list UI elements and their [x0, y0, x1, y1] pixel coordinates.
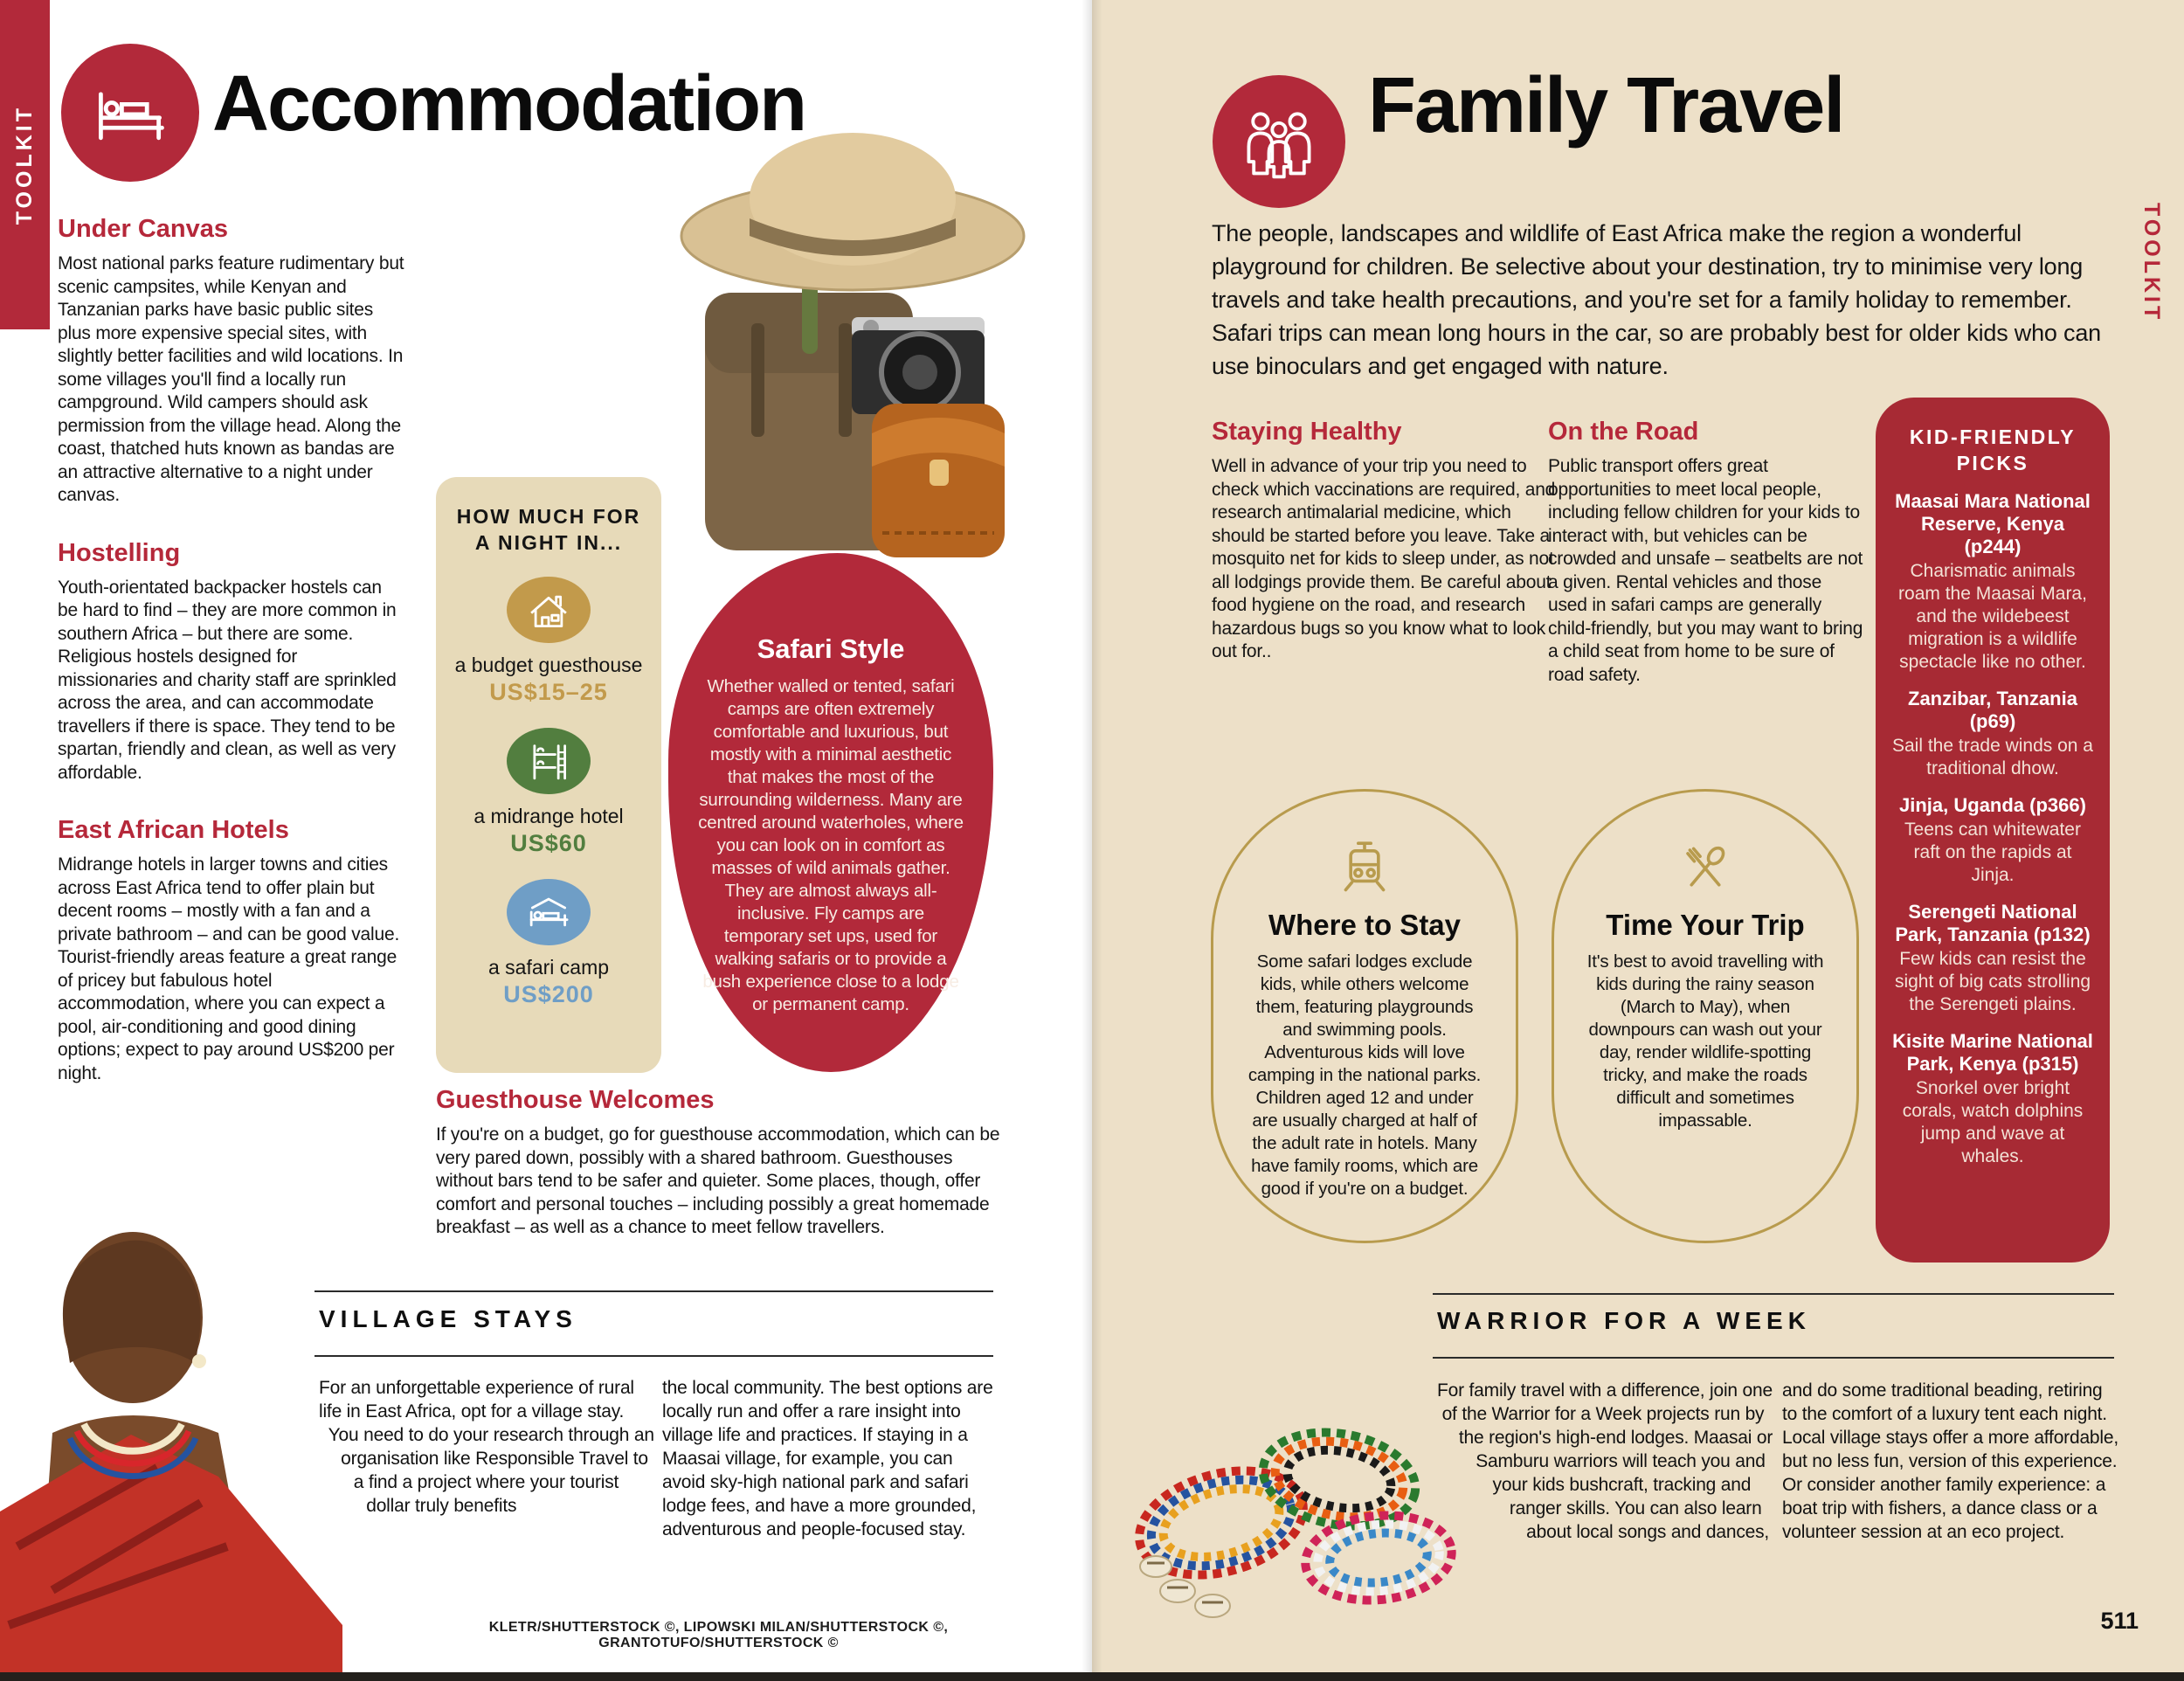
village-stays-col2-text: the local community. The best options are locally run and offer a rare insight into village life and practices. If staying in a Maasai village, for example, you can avoid sky-high national park and safari lodge fees, and have a more grounded, adventurous and people-focused stay. [662, 1378, 993, 1539]
pick-desc: Teens can whitewater raft on the rapids at Jinja. [1904, 820, 2081, 885]
safari-gear-photo [674, 114, 1031, 575]
safari-camp-bed-icon [522, 885, 576, 939]
price-infobox-heading: HOW MUCH FOR A NIGHT IN... [456, 505, 641, 554]
hostelling-body: Youth-orientated backpacker hostels can be hard to find – they are more common in southern Africa – but there are some. Religious hostels designed for missionaries and charity staff are sprinkled across the area, and can accommodate travellers if there is space. They tend to be spartan, friendly and clean, as well as very affordable. [58, 577, 397, 783]
warrior-col2 [1782, 1379, 2121, 1544]
midrange-hotel-price: US$60 [510, 830, 587, 856]
staying-healthy-body: Well in advance of your trip you need to check which vaccinations are required, and research antimalarial medicine, which should be started before you leave. Take a mosquito net for kids to sleep under, as not all lodgings provide them. Be careful about food hygiene on the road, and research hazardous bugs so you know what to look out for.. [1212, 456, 1556, 661]
safari-style-callout [668, 553, 993, 1072]
time-your-trip-oval [1552, 789, 1859, 1243]
hostelling-heading: Hostelling [58, 538, 181, 567]
where-to-stay-oval [1211, 789, 1518, 1243]
pick-title: Kisite Marine National Park, Kenya (p315) [1892, 1030, 2093, 1075]
time-your-trip-heading: Time Your Trip [1606, 909, 1805, 941]
price-item-guesthouse [448, 577, 649, 707]
left-page-title: Accommodation [212, 60, 806, 148]
east-african-hotels-heading: East African Hotels [58, 816, 289, 844]
under-canvas-heading: Under Canvas [58, 215, 229, 243]
pick-title: Serengeti National Park, Tanzania (p132) [1895, 901, 2091, 945]
warrior-rule-top [1433, 1293, 2114, 1295]
village-stays-heading: VILLAGE STAYS [319, 1305, 577, 1332]
midrange-hotel-icon-circle [507, 728, 591, 794]
guesthouse-label: a budget guesthouse [454, 654, 643, 676]
toolkit-tab-left [0, 0, 50, 329]
safari-style-heading: Safari Style [757, 633, 905, 664]
warrior-col2-text: and do some traditional beading, retiring to the comfort of a luxury tent each night. Local village stays offer a more affordable, but no less fun, version of this experience. Or consider another family experience: a boat trip with fishers, a dance class or a volunteer session at an eco project. [1782, 1380, 2118, 1542]
pick-title: Maasai Mara National Reserve, Kenya (p244) [1895, 490, 2091, 557]
where-to-stay-body: Some safari lodges exclude kids, while others welcome them, featuring playgrounds and swimming pools. Adventurous kids will love camping in the national parks. Children aged 12 and under are usually charged at half of the adult rate in hotels. Many have family rooms, which are good if you're on a budget. [1248, 951, 1482, 1199]
safari-camp-label: a safari camp [487, 956, 610, 979]
page-bottom-edge [0, 1672, 2184, 1681]
price-item-safari-camp [448, 879, 649, 1009]
toolkit-tab-right: TOOLKIT [2139, 203, 2164, 323]
price-infobox [436, 477, 661, 1073]
pick-title: Zanzibar, Tanzania (p69) [1908, 688, 2077, 732]
under-canvas-body: Most national parks feature rudimentary but scenic campsites, while Kenyan and Tanzanian parks have basic public sites plus more expensive special sites, with slightly better facilities and wild locations. In some villages you'll find a locally run campground. Wild campers should ask permission from the village head. Along the coast, thatched huts known as bandas are an attractive alternative to a night under canvas. [58, 253, 404, 505]
safari-vehicle-icon [1333, 837, 1396, 900]
guesthouse-price: US$15–25 [489, 679, 608, 705]
pick-desc: Snorkel over bright corals, watch dolphins jump and wave at whales. [1902, 1078, 2084, 1166]
staying-healthy-heading: Staying Healthy [1212, 418, 1402, 446]
time-your-trip-body: It's best to avoid travelling with kids during the rainy season (March to May), when downpours can wash out your day, render wildlife-spotting tricky, and make the roads difficult and sometimes impassable. [1586, 951, 1824, 1131]
maasai-man-photo [0, 1214, 342, 1672]
where-to-stay-heading: Where to Stay [1268, 909, 1462, 941]
village-stays-rule-top [314, 1290, 993, 1292]
on-the-road-body: Public transport offers great opportunities to meet local people, including fellow children for your kids to interact with, but vehicles can be crowded and unsafe – seatbelts are not a given. Rental vehicles and those used in safari camps are generally child-friendly, but you may want to bring a child seat from home to be sure of road safety. [1548, 456, 1863, 685]
page-gutter-shadow [1082, 0, 1102, 1681]
kid-friendly-heading: KID-FRIENDLY PICKS [1909, 425, 2077, 474]
photo-credits: KLETR/SHUTTERSTOCK ©, LIPOWSKI MILAN/SHUTTERSTOCK ©, GRANTOTUFO/SHUTTERSTOCK © [488, 1620, 949, 1650]
pick-title: Jinja, Uganda (p366) [1899, 794, 2086, 816]
village-stays-col2 [662, 1376, 994, 1541]
price-item-midrange-hotel [448, 728, 649, 858]
guesthouse-icon-circle [507, 577, 591, 643]
east-african-hotels-body: Midrange hotels in larger towns and cities across East Africa tend to offer plain but decent rooms – mostly with a fan and a private bathroom – and can be good value. Tourist-friendly areas feature a great range of pricey but fabulous hotel accommodation, where you can expect a pool, air-conditioning and good dining options; expect to pay around US$200 per night. [58, 854, 400, 1083]
bunk-bed-icon [522, 734, 576, 788]
toolkit-tab-left-label: TOOLKIT [12, 104, 37, 225]
guesthouse-icon [522, 583, 576, 637]
fork-spoon-icon [1674, 837, 1737, 900]
village-stays-col1-text: For an unforgettable experience of rural life in East Africa, opt for a village stay. You need to do your research through an organisation like Responsible Travel to a find a project where your tourist dollar truly benefits [319, 1378, 654, 1516]
safari-camp-price: US$200 [503, 981, 594, 1007]
guesthouse-welcomes-section [436, 1086, 1002, 1271]
on-the-road-heading: On the Road [1548, 418, 1699, 446]
left-column [58, 215, 407, 1117]
safari-style-body: Whether walled or tented, safari camps are often extremely comfortable and luxurious, but mostly with a minimal aesthetic that makes the most of the surrounding wilderness. Many are centred around waterholes, where you can look on in comfort as masses of wild animals gather. They are almost always all-inclusive. Fly camps are temporary set ups, used for walking safaris or to provide a bush experience close to a lodge or permanent camp. [698, 676, 964, 1014]
village-stays-rule-bottom [314, 1355, 993, 1357]
warrior-col1-text: For family travel with a difference, join one of the Warrior for a Week projects run by the region's high-end lodges. Maasai or Samburu warriors will teach you and your kids bushcraft, tracking and ranger skills. You can also learn about local songs and dances, [1437, 1380, 1773, 1542]
safari-camp-icon-circle [507, 879, 591, 945]
pick-desc: Few kids can resist the sight of big cats strolling the Serengeti plains. [1894, 949, 2091, 1014]
pick-desc: Charismatic animals roam the Maasai Mara, and the wildebeest migration is a wildlife spectacle like no other. [1898, 561, 2087, 672]
bed-icon [88, 71, 172, 155]
pick-desc: Sail the trade winds on a traditional dhow. [1892, 736, 2093, 778]
on-the-road-section [1548, 418, 1864, 718]
midrange-hotel-label: a midrange hotel [473, 805, 624, 827]
kid-friendly-picks-box [1876, 398, 2110, 1262]
accommodation-section-icon [61, 44, 199, 182]
warrior-rule-bottom [1433, 1357, 2114, 1359]
warrior-heading: WARRIOR FOR A WEEK [1437, 1307, 1811, 1334]
guesthouse-welcomes-heading: Guesthouse Welcomes [436, 1086, 715, 1114]
beaded-bracelets-photo [1116, 1357, 1483, 1632]
guesthouse-welcomes-body: If you're on a budget, go for guesthouse accommodation, which can be very pared down, possibly with a shared bathroom. Guesthouses without bars tend to be safer and quieter. Some places, though, offer comfort and personal touches – including possibly a great homemade breakfast – as well as a chance to meet fellow travellers. [436, 1124, 1000, 1237]
family-travel-intro: The people, landscapes and wildlife of East Africa make the region a wonderful playground for children. Be selective about your destination, try to minimise very long travels and take health precautions, and you're set for a family holiday to remember. Safari trips can mean long hours in the car, so are probably best for older kids who can use binoculars and get engaged with nature. [1212, 220, 2101, 379]
staying-healthy-section [1212, 418, 1559, 695]
family-icon [1237, 100, 1321, 183]
right-page-title: Family Travel [1368, 62, 1844, 149]
family-travel-section-icon [1213, 75, 1345, 208]
warrior-col1 [1437, 1379, 1776, 1667]
right-page-number: 511 [2100, 1608, 2139, 1634]
